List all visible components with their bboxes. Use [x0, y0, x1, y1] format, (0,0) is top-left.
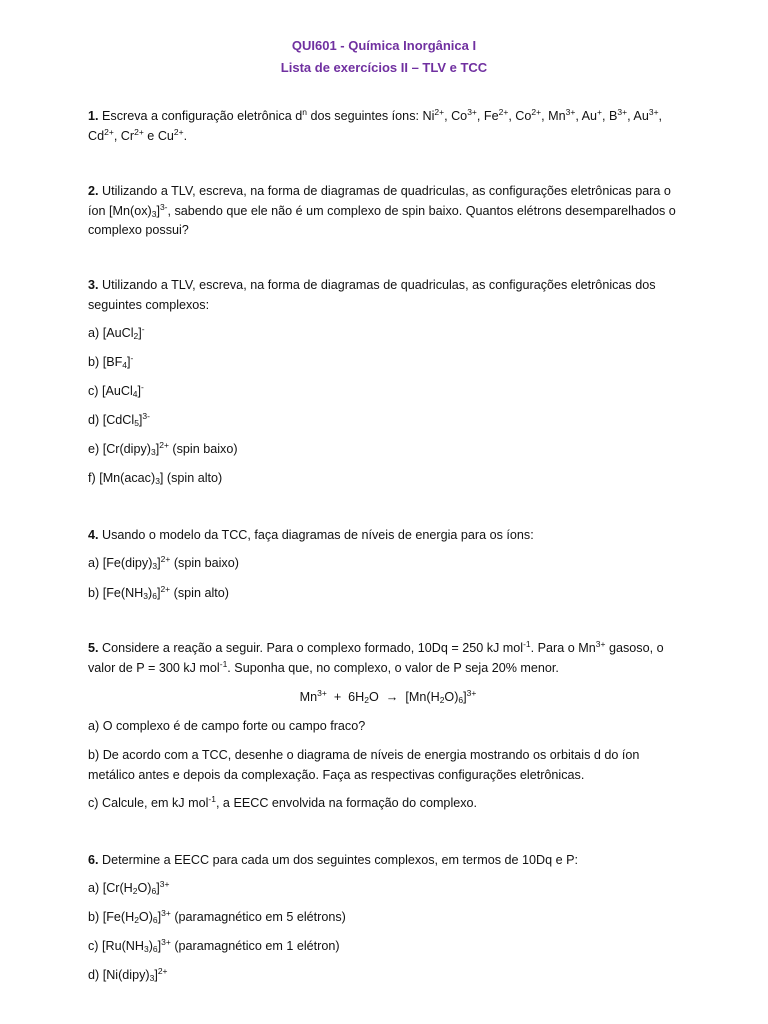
question-number: 5.: [88, 641, 99, 655]
question-text: Escreva a configuração eletrônica $d^n$ dos seguintes íons: $Ni^{2+}$, $Co^{3+}$, $Fe^{2+}$, $Co^{2+}$, $Mn^{3+}$, Au+, $B^{3+}$, $Au^{3+}$, $Cd^{2+}$, $Cr^{2+}$ e $Cu^{2+}$.: [88, 107, 663, 143]
q6-item-d: d) $[Ni(dipy)_3]^{2+}$: [88, 966, 168, 983]
question-number: 2.: [88, 184, 99, 198]
question-4: [88, 526, 688, 546]
q6-item-b: b) $[Fe(H_2O)_6]^{3+}$ (paramagnético em 5 elétrons): [88, 908, 346, 925]
question-2: [88, 182, 688, 241]
question-3: [88, 276, 688, 315]
list-subtitle: Lista de exercícios II – TLV e TCC: [280, 60, 488, 75]
q3-item-d: d) [CdCl$_5$]$^{3-}$: [88, 411, 150, 428]
question-text: Utilizando a TLV, escreva, na forma de diagramas de quadriculas, as configurações eletrônicas dos seguintes complexos:: [88, 278, 656, 312]
question-number: 6.: [88, 853, 99, 867]
question-text: Utilizando a TLV, escreva, na forma de diagramas de quadriculas, as configurações eletrônicas para o íon $[Mn(ox)_3]^{3-}$, sabendo que ele não é um complexo de spin baixo. Quantos elétrons desemparelhados o complexo possui?: [88, 184, 676, 237]
question-1: [88, 107, 688, 146]
question-number: 4.: [88, 528, 99, 542]
q6-item-c: c) $[Ru(NH_3)_6]^{3+}$ (paramagnético em 1 elétron): [88, 937, 340, 954]
q4-item-b: b) $[Fe(NH_3)_6]^{2+}$ (spin alto): [88, 584, 229, 601]
question-number: 3.: [88, 278, 99, 292]
q3-item-e: e) $[Cr(dipy)_3]^{2+}$ (spin baixo): [88, 440, 238, 457]
reaction-equation: $Mn^{3+} + 6H_2O \to [Mn(H_2O)_6]^{3+}$: [299, 688, 477, 705]
q5-item-b: b) De acordo com a TCC, desenhe o diagrama de níveis de energia mostrando os orbitais d do íon metálico antes e depois da complexação. Faça as respectivas configurações eletrônicas.: [88, 748, 640, 782]
q3-item-a: a) [AuCl$_2$]-: [88, 324, 145, 341]
q3-item-c: c) [AuCl$_4$]-: [88, 382, 144, 399]
question-number: 1.: [88, 109, 99, 123]
q3-item-b: b) $[BF_4]^-$: [88, 353, 134, 370]
question-text: Determine a EECC para cada um dos seguintes complexos, em termos de 10Dq e P:: [102, 853, 579, 867]
q6-item-a: a) $[Cr(H_2O)_6]^{3+}$: [88, 879, 170, 896]
q3-item-f: f) $[Mn(acac)_3]$ (spin alto): [88, 471, 223, 486]
q5-item-c: c) Calcule, em kJ mol$^{-1}$, a EECC envolvida na formação do complexo.: [88, 794, 478, 810]
question-6: [88, 851, 688, 871]
question-5: [88, 639, 688, 678]
q4-item-a: a) $[Fe(dipy)_3]^{2+}$ (spin baixo): [88, 554, 239, 571]
course-title: QUI601 - Química Inorgânica I: [291, 38, 477, 53]
question-text: Considere a reação a seguir. Para o complexo formado, 10Dq = 250 kJ mol$^{-1}$. Para o $Mn^{3+}$ gasoso, o valor de P = 300 kJ mol$^{-1}$. Suponha que, no complexo, o valor de P seja 20% menor.: [88, 639, 664, 675]
q5-item-a: a) O complexo é de campo forte ou campo fraco?: [88, 719, 366, 733]
question-text: Usando o modelo da TCC, faça diagramas de níveis de energia para os íons:: [102, 528, 534, 542]
